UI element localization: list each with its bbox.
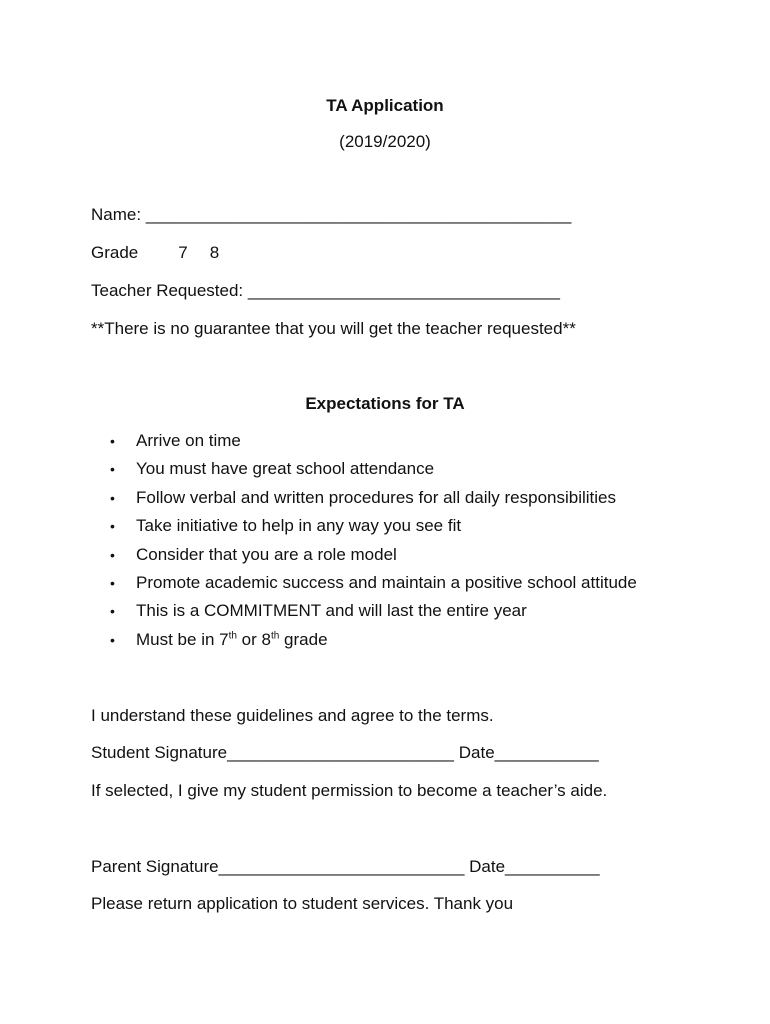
- list-item: • Promote academic success and maintain a positive school attitude: [110, 572, 637, 592]
- grade-label: Grade: [91, 243, 139, 262]
- grade-option-8[interactable]: 8: [209, 243, 220, 262]
- bullet-icon: •: [110, 574, 115, 591]
- grade-row: [91, 243, 219, 263]
- permission-statement: If selected, I give my student permission to become a teacher’s aide.: [91, 781, 608, 800]
- expectations-list: [110, 431, 637, 658]
- name-label: Name:: [91, 205, 142, 224]
- list-item: • Arrive on time: [110, 431, 241, 450]
- agreement-statement: I understand these guidelines and agree to the terms.: [91, 706, 494, 725]
- list-item: • Consider that you are a role model: [110, 544, 397, 564]
- bullet-icon: •: [110, 518, 115, 535]
- name-field-row: [91, 205, 571, 225]
- teacher-label: Teacher Requested:: [91, 281, 244, 300]
- school-year: (2019/2020): [339, 132, 431, 151]
- grade-option-7[interactable]: 7: [178, 243, 188, 262]
- bullet-icon: •: [110, 603, 115, 620]
- parent-signature-line[interactable]: Parent Signature__________________________ Date__________: [91, 857, 600, 876]
- bullet-icon: •: [110, 461, 115, 478]
- list-item: • Take initiative to help in any way you see fit: [110, 516, 462, 536]
- teacher-field-row: [91, 281, 560, 301]
- bullet-icon: •: [110, 631, 115, 648]
- list-item: • You must have great school attendance: [110, 459, 435, 479]
- bullet-icon: •: [110, 433, 115, 449]
- teacher-blank[interactable]: _________________________________: [247, 281, 560, 300]
- student-signature-line[interactable]: Student Signature________________________ Date___________: [91, 743, 599, 762]
- expectations-heading: Expectations for TA: [305, 394, 465, 413]
- list-item: • This is a COMMITMENT and will last the entire year: [110, 601, 527, 621]
- bullet-icon: •: [110, 546, 115, 563]
- bullet-icon: •: [110, 489, 115, 506]
- name-blank[interactable]: _____________________________________________: [145, 205, 572, 224]
- list-item: • Follow verbal and written procedures for all daily responsibilities: [110, 487, 617, 507]
- list-item: • Must be in 7th or 8th grade: [110, 629, 328, 649]
- disclaimer-text: **There is no guarantee that you will get the teacher requested**: [91, 319, 576, 338]
- document-title: TA Application: [326, 96, 444, 115]
- return-note: Please return application to student services. Thank you: [91, 894, 514, 913]
